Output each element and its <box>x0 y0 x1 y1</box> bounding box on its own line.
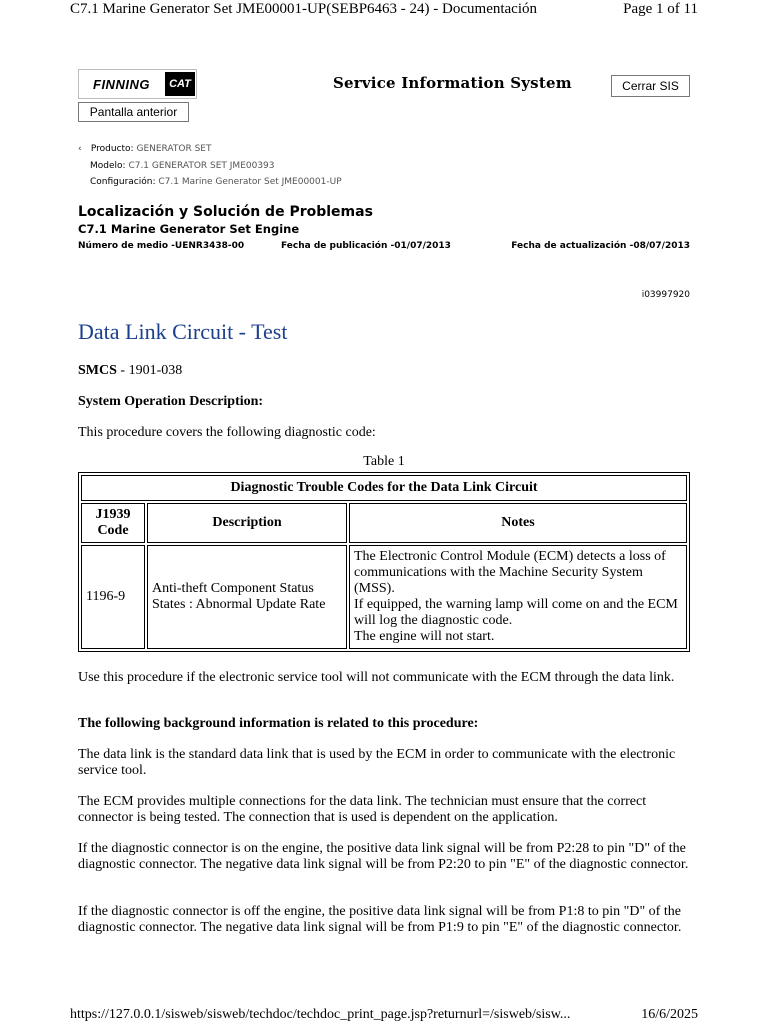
cat-logo-text: CAT <box>165 72 195 96</box>
media-number: Número de medio -UENR3438-00 <box>78 241 245 251</box>
close-sis-button[interactable]: Cerrar SIS <box>611 75 690 97</box>
smcs-value: - 1901-038 <box>116 363 183 378</box>
column-header-notes: Notes <box>349 503 687 543</box>
product-row <box>80 141 342 158</box>
print-footer <box>70 1006 698 1024</box>
background-heading: The following background information is related to this procedure: <box>78 716 479 731</box>
use-paragraph: Use this procedure if the electronic service tool will not communicate with the ECM through the data link. <box>78 670 675 685</box>
configuration-value: C7.1 Marine Generator Set JME00001-UP <box>158 177 342 187</box>
chevron-left-icon[interactable]: ‹ <box>78 144 82 154</box>
model-label: Modelo: <box>90 160 126 171</box>
document-subtitle: C7.1 Marine Generator Set Engine <box>78 222 300 236</box>
table-header-row <box>81 503 687 543</box>
system-operation-heading: System Operation Description: <box>78 394 264 409</box>
configuration-label: Configuración: <box>90 177 156 187</box>
media-info-row <box>78 241 690 255</box>
finning-cat-logo <box>78 69 197 99</box>
print-header-title: C7.1 Marine Generator Set JME00001-UP(SEBP6463 - 24) - Documentación <box>70 1 538 17</box>
product-value: GENERATOR SET <box>136 144 212 154</box>
configuration-row <box>80 174 342 191</box>
smcs-label: SMCS <box>78 363 117 378</box>
note-line: If equipped, the warning lamp will come on and the ECM will log the diagnostic code. <box>354 597 678 628</box>
diagnostic-codes-table <box>78 472 690 652</box>
smcs-line <box>78 363 690 379</box>
paragraph-off-engine: If the diagnostic connector is off the engine, the positive data link signal will be from P1:8 to pin "D" of the diagnostic connector. The negative data link signal will be from P1:9 to pin "E" of the diagnostic connector. <box>78 904 682 935</box>
table-title: Diagnostic Trouble Codes for the Data Link Circuit <box>81 475 687 501</box>
update-date: Fecha de actualización -08/07/2013 <box>511 241 690 251</box>
table-caption: Table 1 <box>363 454 405 469</box>
column-header-code: J1939 Code <box>81 503 145 543</box>
page-title: Data Link Circuit - Test <box>78 319 288 344</box>
footer-date: 16/6/2025 <box>641 1007 698 1022</box>
finning-logo-text: FINNING <box>93 76 150 92</box>
cell-code: 1196-9 <box>81 545 145 649</box>
note-line: The engine will not start. <box>354 629 495 644</box>
footer-url: https://127.0.0.1/sisweb/sisweb/techdoc/techdoc_print_page.jsp?returnurl=/sisweb/sisw... <box>70 1007 571 1022</box>
model-row <box>80 158 342 175</box>
page-indicator: Page 1 of 11 <box>623 1 698 17</box>
publication-date: Fecha de publicación -01/07/2013 <box>281 241 451 251</box>
paragraph-connections: The ECM provides multiple connections for the data link. The technician must ensure that the correct connector is being tested. The connection that is used is dependent on the application. <box>78 794 647 825</box>
table-row <box>81 545 687 649</box>
paragraph-data-link: The data link is the standard data link that is used by the ECM in order to communicate with the electronic service tool. <box>78 747 676 778</box>
previous-screen-button[interactable]: Pantalla anterior <box>78 102 189 122</box>
print-header <box>70 0 698 20</box>
note-line: The Electronic Control Module (ECM) detects a loss of communications with the Machine Security System (MSS). <box>354 549 666 596</box>
table-title-row <box>81 475 687 501</box>
cell-description: Anti-theft Component Status States : Abnormal Update Rate <box>147 545 347 649</box>
paragraph-on-engine: If the diagnostic connector is on the engine, the positive data link signal will be from P2:28 to pin "D" of the diagnostic connector. The negative data link signal will be from P2:20 to pin "E" of the diagnostic connector. <box>78 841 689 872</box>
cell-notes <box>349 545 687 649</box>
intro-paragraph: This procedure covers the following diagnostic code: <box>78 425 376 440</box>
product-label: Producto: <box>90 144 134 154</box>
document-title: Localización y Solución de Problemas <box>78 204 373 220</box>
product-metadata <box>80 141 342 191</box>
system-title: Service Information System <box>333 74 572 92</box>
model-value: C7.1 GENERATOR SET JME00393 <box>128 160 275 171</box>
document-id: i03997920 <box>641 290 690 300</box>
column-header-description: Description <box>147 503 347 543</box>
